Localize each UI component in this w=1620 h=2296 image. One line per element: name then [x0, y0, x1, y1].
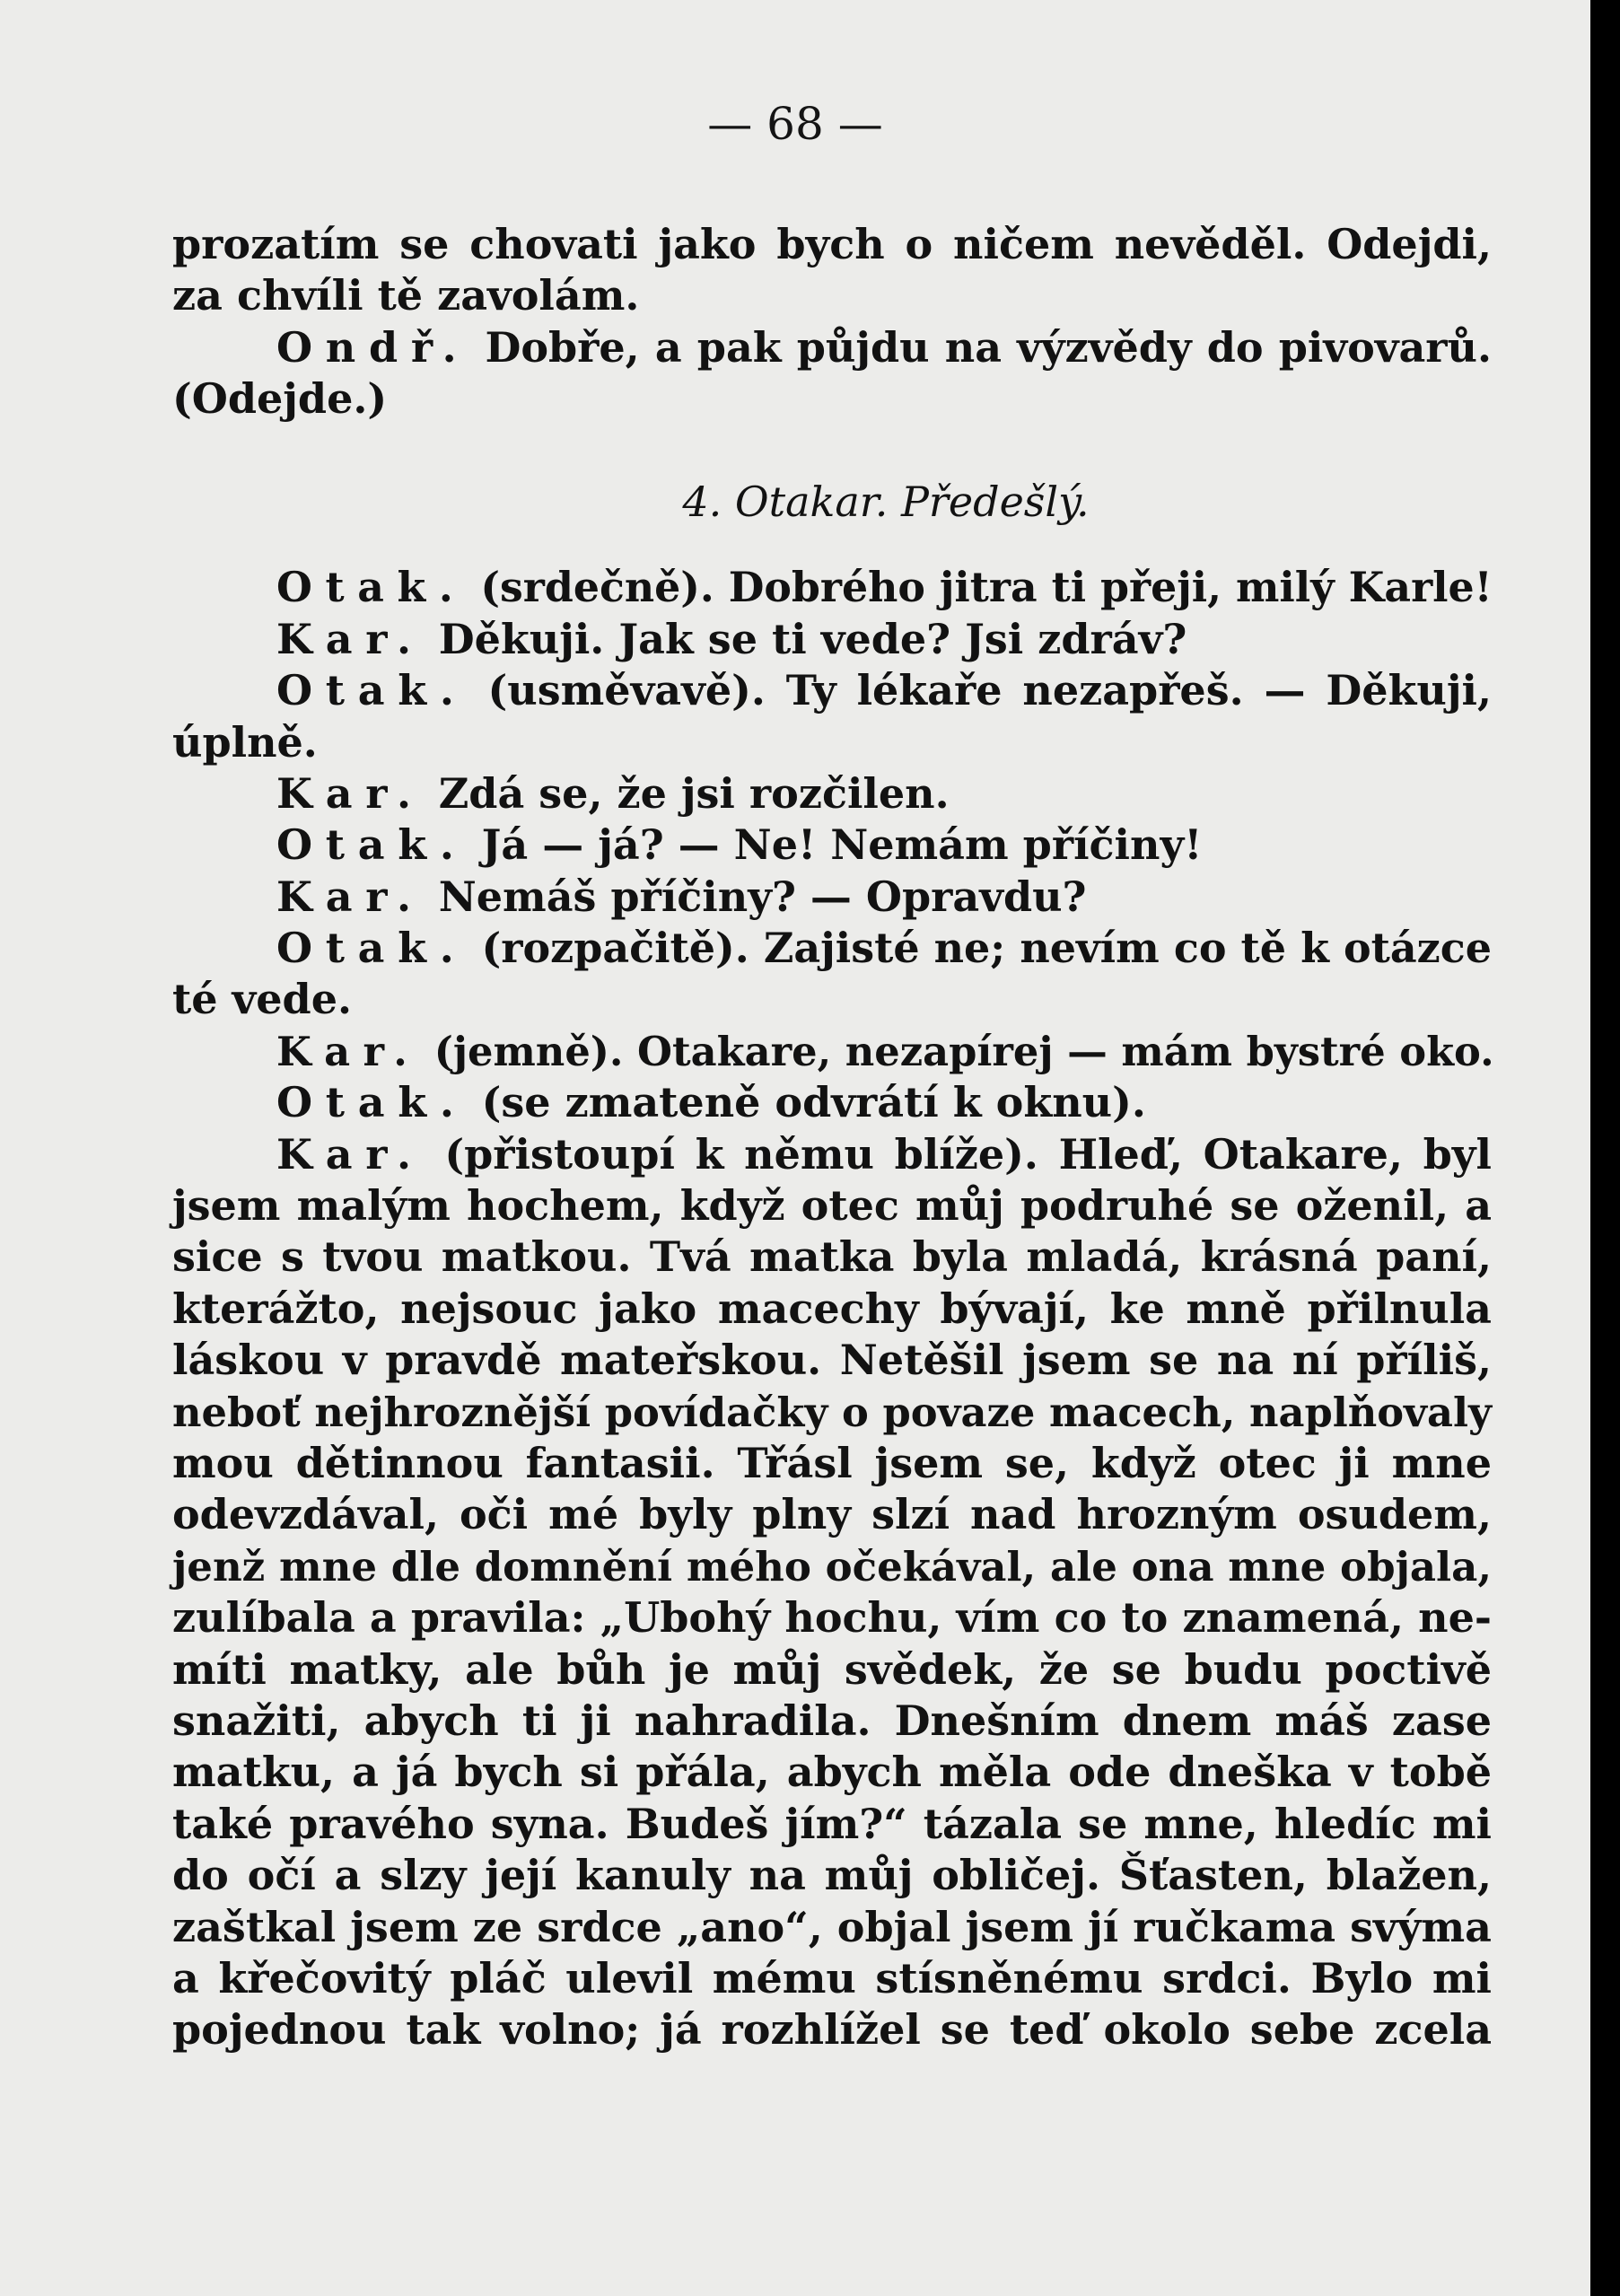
text-line: pojednou tak volno; já rozhlížel se teď okolo sebe zcela: [172, 2005, 1492, 2055]
speaker-name: Kar.: [276, 768, 425, 818]
speech-line: [172, 1077, 1492, 1128]
speaker-name: Otak.: [276, 924, 468, 973]
speaker-name: Kar.: [276, 872, 425, 921]
speech-text: (se zmateně odvrátí k oknu).: [467, 1078, 1146, 1127]
text-line: matku, a já bych si přála, abych měla ode dneška v tobě: [172, 1748, 1492, 1797]
speech-text: (rozpačitě). Zajisté ne; nevím co tě k otázce: [467, 924, 1492, 973]
text-line: míti matky, ale bůh je můj svědek, že se budu poctivě: [172, 1644, 1492, 1694]
text-line: mou dětinnou fantasii. Třásl jsem se, když otec ji mne: [172, 1438, 1492, 1487]
speaker-name: Kar.: [276, 614, 425, 663]
speech-text: (srdečně). Dobrého jitra ti přeji, milý Karle!: [466, 563, 1493, 612]
text-line: zaštkal jsem ze srdce „ano“, objal jsem jí ručkama svýma: [172, 1902, 1492, 1951]
body-text: [172, 219, 1492, 2056]
speech-line: [172, 614, 1492, 665]
text-line: snažiti, abych ti ji nahradila. Dnešním dnem máš zase: [172, 1696, 1492, 1745]
speaker-name: Kar.: [276, 1027, 421, 1075]
speaker-name: Otak.: [276, 820, 468, 870]
speech-line: [172, 923, 1492, 974]
text-line: zulíbala a pravila: „Ubohý hochu, vím co to znamená, ne-: [172, 1593, 1492, 1643]
speech-text: Nemáš příčiny? — Opravdu?: [424, 872, 1087, 921]
speaker-name: Otak.: [276, 563, 467, 612]
speech-text: (usměvavě). Ty lékaře nezapřeš. — Děkuji,: [467, 666, 1492, 715]
speech-text: Zdá se, že jsi rozčilen.: [424, 768, 950, 818]
speaker-name: Ondř.: [276, 322, 470, 372]
speech-text: Děkuji. Jak se ti vede? Jsi zdráv?: [424, 614, 1187, 663]
text-line: kterážto, nejsouc jako macechy bývají, ke mně přilnula: [172, 1284, 1492, 1333]
page-number: — 68 —: [707, 98, 883, 150]
speaker-name: Kar.: [276, 1129, 425, 1179]
text-line: sice s tvou matkou. Tvá matka byla mladá, krásná paní,: [172, 1232, 1492, 1282]
speaker-name: Otak.: [276, 1078, 468, 1127]
speech-line: [172, 1129, 1492, 1180]
speech-line: [172, 872, 1492, 923]
speech-line: [172, 768, 1492, 819]
text-line: úplně.: [172, 717, 318, 767]
text-line: do očí a slzy její kanuly na můj obličej. Šťasten, blažen,: [172, 1851, 1492, 1900]
speech-line: [172, 819, 1492, 871]
speaker-name: Otak.: [276, 666, 468, 715]
text-line: také pravého syna. Budeš jím?“ tázala se mne, hledíc mi: [172, 1799, 1492, 1848]
text-line: jenž mne dle domnění mého očekával, ale ona mne objala,: [172, 1542, 1492, 1591]
text-line: (Odejde.): [172, 374, 388, 424]
speech-text: Dobře, a pak půjdu na výzvědy do pivovarů.: [469, 322, 1492, 372]
speech-text: (jemně). Otakare, nezapírej — mám bystré oko.: [420, 1027, 1494, 1075]
speech-line: [172, 1026, 1492, 1077]
text-line: té vede.: [172, 975, 352, 1024]
scene-heading: 4. Otakar. Předešlý.: [682, 477, 1090, 526]
text-line: odevzdával, oči mé byly plny slzí nad hrozným osudem,: [172, 1490, 1492, 1539]
speech-line: [172, 562, 1492, 613]
text-line: prozatím se chovati jako bych o ničem nevěděl. Odejdi,: [172, 220, 1492, 268]
speech-text: (přistoupí k němu blíže). Hleď, Otakare, byl: [424, 1129, 1492, 1179]
text-line: za chvíli tě zavolám.: [172, 271, 640, 320]
speech-line: [172, 322, 1492, 373]
text-line: jsem malým hochem, když otec můj podruhé se oženil, a: [172, 1181, 1492, 1231]
text-line: a křečovitý pláč ulevil mému stísněnému srdci. Bylo mi: [172, 1953, 1492, 2002]
text-line: láskou v pravdě mateřskou. Netěšil jsem se na ní příliš,: [172, 1336, 1492, 1385]
speech-line: [172, 665, 1492, 716]
text-line: neboť nejhroznější povídačky o povaze macech, naplňovaly: [172, 1388, 1492, 1436]
speech-text: Já — já? — Ne! Nemám příčiny!: [467, 820, 1203, 870]
